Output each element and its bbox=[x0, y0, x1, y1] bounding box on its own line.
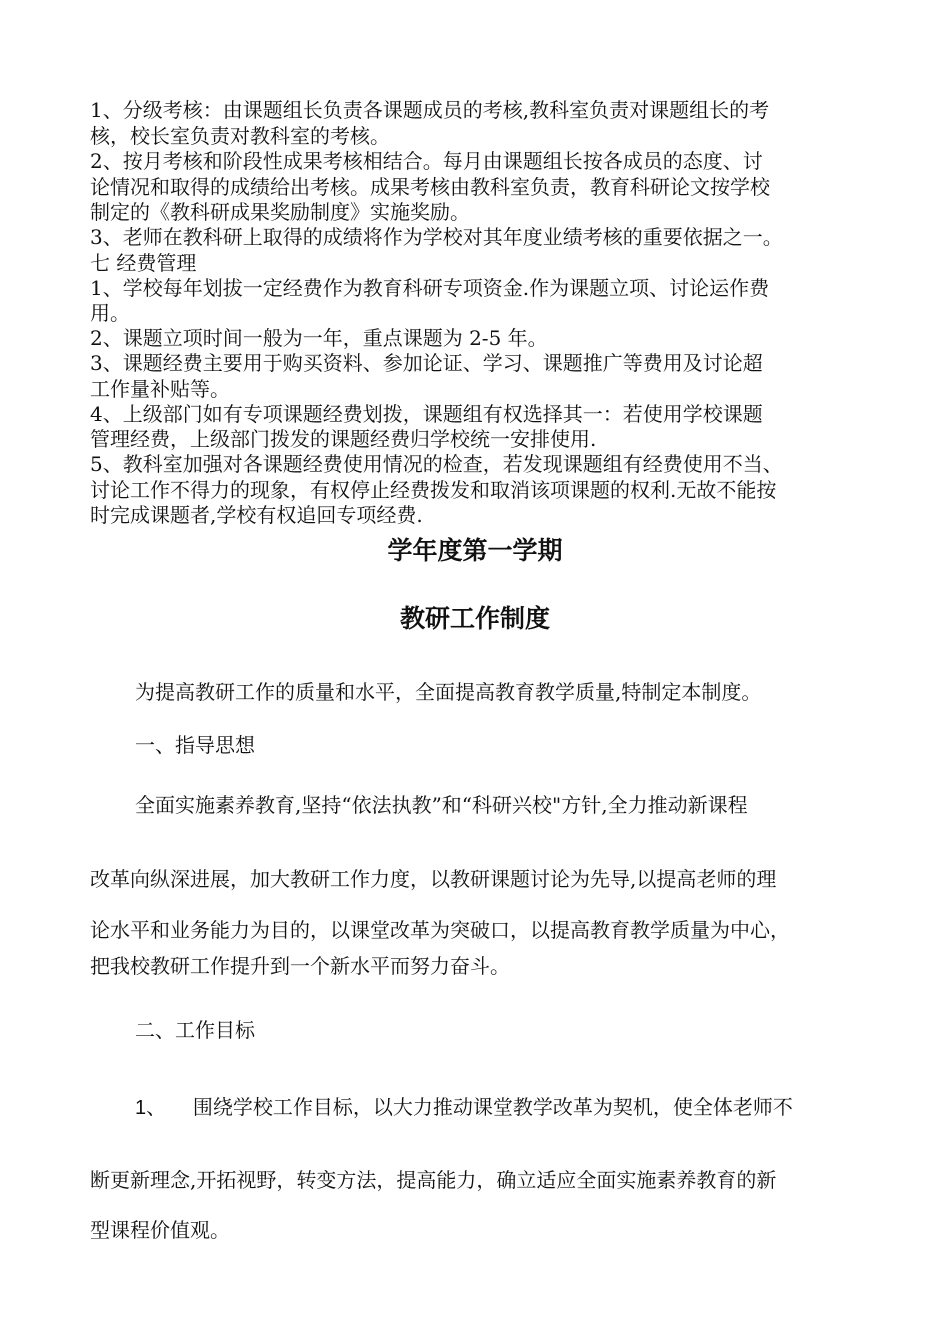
text-line: 把我校教研工作提升到一个新水平而努力奋斗。 bbox=[90, 954, 510, 978]
text-line: 工作量补贴等。 bbox=[90, 377, 230, 401]
text-line: 2、按月考核和阶段性成果考核相结合。每月由课题组长按各成员的态度、讨 bbox=[90, 149, 763, 173]
list-item-number: 1、 bbox=[135, 1097, 167, 1119]
text-line: 断更新理念,开拓视野，转变方法，提高能力，确立适应全面实施素养教育的新 bbox=[90, 1168, 777, 1192]
text-line: 核，校长室负责对教科室的考核。 bbox=[90, 124, 390, 148]
text-line: 管理经费，上级部门拨发的课题经费归学校统一安排使用. bbox=[90, 427, 597, 451]
semester-heading: 学年度第一学期 bbox=[387, 536, 563, 565]
text-line: 3、老师在教科研上取得的成绩将作为学校对其年度业绩考核的重要依据之一。 bbox=[90, 225, 783, 249]
text-line: 4、上级部门如有专项课题经费划拨，课题组有权选择其一：若使用学校课题 bbox=[90, 402, 763, 426]
text-line: 5、教科室加强对各课题经费使用情况的检查，若发现课题组有经费使用不当、 bbox=[90, 452, 783, 476]
text-line: 3、课题经费主要用于购买资料、参加论证、学习、课题推广等费用及讨论超 bbox=[90, 351, 763, 375]
section-heading-guiding-ideology: 一、指导思想 bbox=[135, 733, 255, 757]
text-line: 1、分级考核：由课题组长负责各课题成员的考核,教科室负责对课题组长的考 bbox=[90, 98, 770, 122]
section-heading-funding: 七 经费管理 bbox=[90, 251, 197, 275]
text-line: 讨论工作不得力的现象，有权停止经费拨发和取消该项课题的权利.无故不能按 bbox=[90, 478, 777, 502]
section-heading-work-goals: 二、工作目标 bbox=[135, 1018, 255, 1042]
text-line: 1、学校每年划拔一定经费作为教育科研专项资金.作为课题立项、讨论运作费 bbox=[90, 276, 770, 300]
text-line: 论水平和业务能力为目的，以课堂改革为突破口，以提高教育教学质量为中心， bbox=[90, 918, 790, 942]
page-title: 教研工作制度 bbox=[399, 604, 550, 633]
list-item bbox=[135, 1094, 793, 1121]
list-item-text: 围绕学校工作目标，以大力推动课堂教学改革为契机，使全体老师不 bbox=[192, 1095, 793, 1119]
text-line: 型课程价值观。 bbox=[90, 1218, 230, 1242]
text-line: 2、课题立项时间一般为一年，重点课题为 2-5 年。 bbox=[90, 326, 548, 350]
text-line: 制定的《教科研成果奖励制度》实施奖励。 bbox=[90, 200, 470, 224]
intro-paragraph: 为提高教研工作的质量和水平，全面提高教育教学质量,特制定本制度。 bbox=[135, 680, 762, 704]
text-line: 用。 bbox=[90, 301, 130, 325]
text-line: 改革向纵深进展，加大教研工作力度，以教研课题讨论为先导,以提高老师的理 bbox=[90, 867, 777, 891]
text-line: 时完成课题者,学校有权追回专项经费. bbox=[90, 503, 423, 527]
text-line: 全面实施素养教育,坚持“依法执教”和“科研兴校"方针,全力推动新课程 bbox=[135, 793, 748, 817]
text-line: 论情况和取得的成绩给出考核。成果考核由教科室负责，教育科研论文按学校 bbox=[90, 175, 770, 199]
